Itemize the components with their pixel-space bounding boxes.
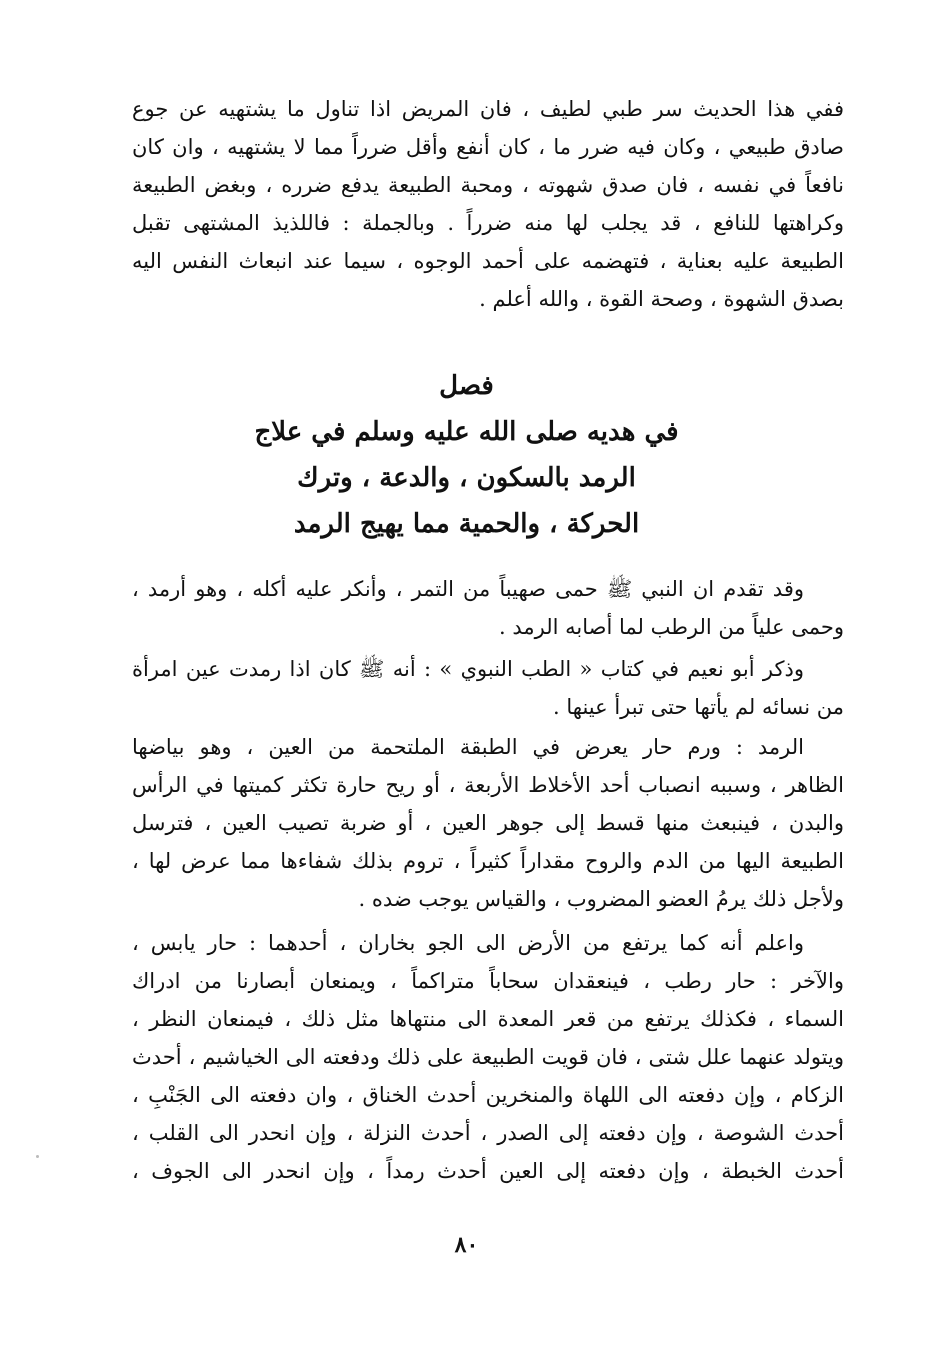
text-line: والبدن ، فينبعث منها قسط إلى جوهر العين ، أو ضربة تصيب العين ، فترسل	[132, 811, 844, 835]
text-line: وقد تقدم ان النبي ﷺ حمى صهيباً من التمر ، وأنكر عليه أكله ، وهو أرمد ،	[132, 577, 804, 601]
section-title-line: الحركة ، والحمية مما يهيج الرمد	[293, 509, 640, 539]
text-line: الرمد : ورم حار يعرض في الطبقة الملتحمة من العين ، وهو بياضها	[132, 735, 804, 759]
text-line: من نسائه لم يأتها حتى تبرأ عينها .	[553, 695, 844, 719]
section-label: فصل	[439, 371, 494, 401]
text-line: نافعاً في نفسه ، فان صدق شهوته ، ومحبة الطبيعة يدفع ضرره ، وبغض الطبيعة	[132, 173, 844, 197]
section-title-line: في هديه صلى الله عليه وسلم في علاج	[254, 417, 679, 447]
text-line: وكراهتها للنافع ، قد يجلب لها منه ضرراً . وبالجملة : فاللذيذ المشتهى تقبل	[132, 211, 844, 235]
text-line: الزكام ، وإن دفعته الى اللهاة والمنخرين أحدث الخناق ، وان دفعته الى الجَنْبِ ،	[132, 1083, 844, 1107]
body-paragraph	[132, 650, 844, 726]
section-title-line: الرمد بالسكون ، والدعة ، وترك	[297, 463, 636, 493]
scan-speck	[36, 1155, 39, 1158]
intro-paragraph	[132, 90, 844, 318]
text-line: وحمى علياً من الرطب لما أصابه الرمد .	[499, 615, 844, 639]
text-line: أحدث الخبطة ، وإن دفعته إلى العين أحدث رمداً ، وإن انحدر الى الجوف ،	[132, 1159, 844, 1183]
text-line: صادق طبيعي ، وكان فيه ضرر ما ، كان أنفع وأقل ضرراً مما لا يشتهيه ، وان كان	[132, 135, 844, 159]
text-line: واعلم أنه كما يرتفع من الأرض الى الجو بخاران ، أحدهما : حار يابس ،	[132, 931, 804, 955]
text-line: أحدث الشوصة ، وإن دفعته إلى الصدر ، أحدث النزلة ، وإن انحدر الى القلب ،	[132, 1121, 844, 1145]
text-line: ويتولد عنهما علل شتى ، فان قويت الطبيعة على ذلك ودفعته الى الخياشيم ، أحدث	[132, 1045, 844, 1069]
body-paragraph	[132, 924, 844, 1190]
text-line: السماء ، فكذلك يرتفع من قعر المعدة الى منتهاها مثل ذلك ، فيمنعان النظر ،	[132, 1007, 844, 1031]
body-paragraph	[132, 570, 844, 646]
text-line: والآخر : حار رطب ، فينعقدان سحاباً متراكماً ، ويمنعان أبصارنا من ادراك	[132, 969, 844, 993]
body-paragraph	[132, 728, 844, 918]
page-number: ٨٠	[454, 1232, 479, 1258]
text-line: الطبيعة اليها من الدم والروح مقداراً كثيراً ، تروم بذلك شفاءها مما عرض لها ،	[132, 849, 844, 873]
text-line: بصدق الشهوة ، وصحة القوة ، والله أعلم .	[479, 287, 844, 311]
text-line: الظاهر ، وسببه انصباب أحد الأخلاط الأربعة ، أو ريح حارة تكثر كميتها في الرأس	[132, 773, 844, 797]
text-line: ففي هذا الحديث سر طبي لطيف ، فان المريض اذا تناول ما يشتهيه عن جوع	[132, 97, 844, 121]
text-line: وذكر أبو نعيم في كتاب « الطب النبوي » : أنه ﷺ كان اذا رمدت عين امرأة	[132, 657, 804, 681]
section-heading	[0, 366, 933, 544]
text-line: ولأجل ذلك يرمُ العضو المضروب ، والقياس يوجب ضده .	[358, 887, 844, 911]
text-line: الطبيعة عليه بعناية ، فتهضمه على أحمد الوجوه ، سيما عند انبعاث النفس اليه	[132, 249, 844, 273]
